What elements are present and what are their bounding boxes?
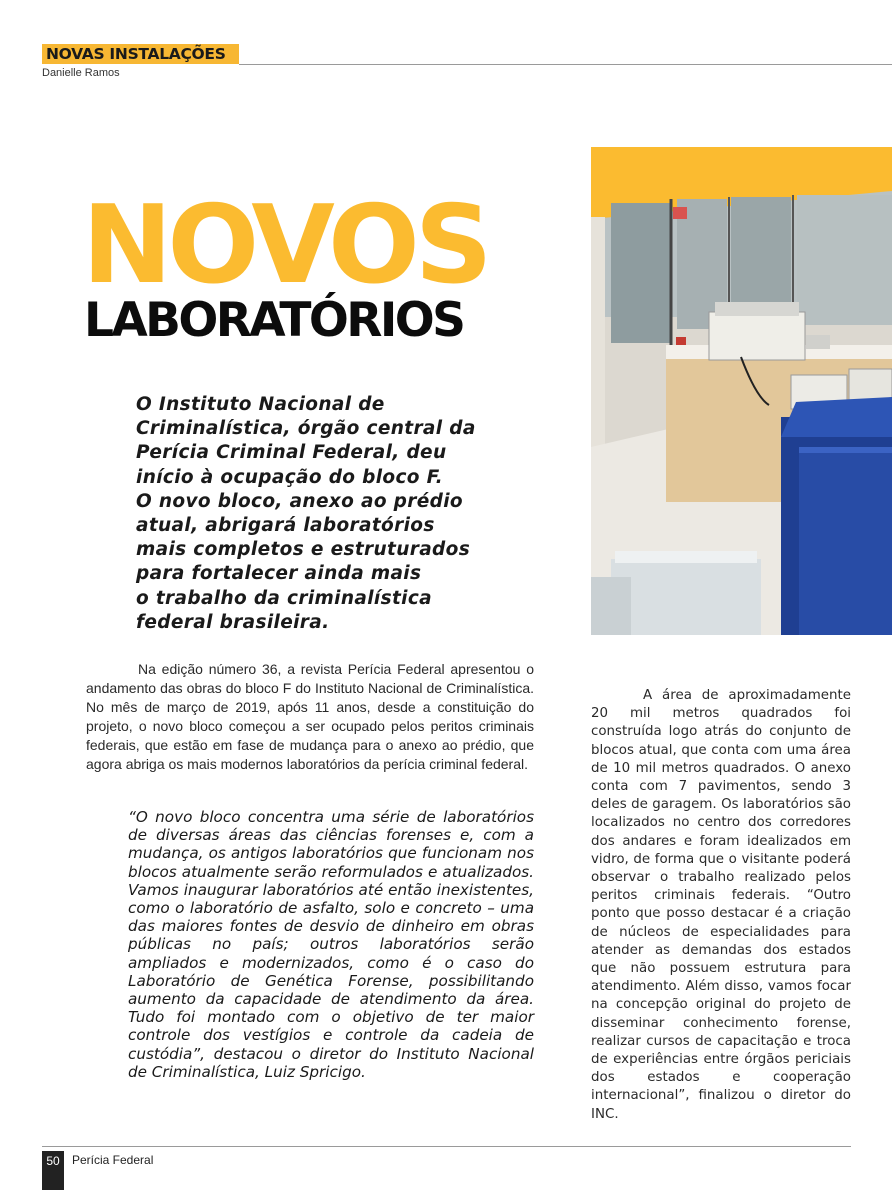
- headline-line-2: LABORATÓRIOS: [84, 293, 464, 348]
- lead-line: início à ocupação do bloco F.: [136, 466, 443, 488]
- lead-line: Perícia Criminal Federal, deu: [136, 442, 447, 464]
- body-right-column: [591, 687, 851, 1124]
- lead-line: o trabalho da criminalística: [136, 587, 432, 609]
- headline-line-1: NOVOS: [82, 183, 488, 308]
- header-rule: [239, 64, 892, 65]
- section-label: NOVAS INSTALAÇÕES: [46, 45, 226, 63]
- director-quote: [128, 808, 534, 1081]
- right-paragraph: A área de aproximadamente 20 mil metros quadrados foi construída logo atrás do conjunto de blocos atual, que conta com uma área de 10 mil metros quadrados. O anexo conta com 7 pavimentos, sendo 3 deles de garagem. Os laboratórios são localizados no centro dos corredores dos andares e foram idealizados em vidro, de forma que o visitante poderá observar o trabalho realizado pelos peritos criminais federais. “Outro ponto que posso destacar é a criação de núcleos de especialidades para atender as demandas dos estados que não possuem estrutura para atendimento. Além disso, vamos focar na concepção original do projeto de disseminar conhecimento forense, realizar cursos de capacitação e troca de experiências entre órgãos periciais dos estados e cooperação internacional”, finalizou o diretor do INC.: [591, 688, 851, 1122]
- body-intro: [86, 660, 534, 774]
- lead-line: Criminalística, órgão central da: [136, 418, 476, 440]
- lead-line: O Instituto Nacional de: [136, 394, 385, 415]
- lead-line: O novo bloco, anexo ao prédio: [136, 490, 463, 512]
- author-byline: Danielle Ramos: [42, 67, 120, 79]
- lead-line: para fortalecer ainda mais: [136, 563, 422, 585]
- lead-line: atual, abrigará laboratórios: [136, 515, 435, 537]
- quote-paragraph: “O novo bloco concentra uma série de laboratórios de diversas áreas das ciências forenses e, com a mudança, os antigos laboratórios que funcionam nos blocos atualmente serão reformulados e atualizados. Vamos inaugurar laboratórios até então inexistentes, como o laboratório de asfalto, solo e concreto – uma das maiores fontes de desvio de dinheiro em obras públicas no país; outros laboratórios serão ampliados e modernizados, como é o caso do Laboratório de Genética Forense, possibilitando aumento da capacidade de atendimento da área. Tudo foi montado com o objetivo de ter maior controle dos vestígios e controle da cadeia de custódia”, destacou o diretor do Instituto Nacional de Criminalística, Luiz Spricigo.: [128, 808, 534, 1081]
- page-number: 50: [46, 1154, 60, 1168]
- section-tag: [42, 44, 239, 64]
- lead-line: mais completos e estruturados: [136, 539, 471, 561]
- intro-paragraph: Na edição número 36, a revista Perícia Federal apresentou o andamento das obras do bloco F do Instituto Nacional de Criminalística. No mês de março de 2019, após 11 anos, desde a constituição do projeto, o novo bloco começou a ser ocupado pelos peritos criminais federais, que estão em fase de mudança para o anexo ao prédio, que agora abriga os mais modernos laboratórios da perícia criminal federal.: [86, 661, 534, 772]
- lead-line: federal brasileira.: [136, 611, 330, 633]
- magazine-name: Perícia Federal: [72, 1153, 154, 1167]
- lead-paragraph: [136, 393, 526, 635]
- footer-rule: [42, 1146, 851, 1147]
- laboratory-photo: [591, 147, 892, 635]
- page-number-box: [42, 1151, 64, 1190]
